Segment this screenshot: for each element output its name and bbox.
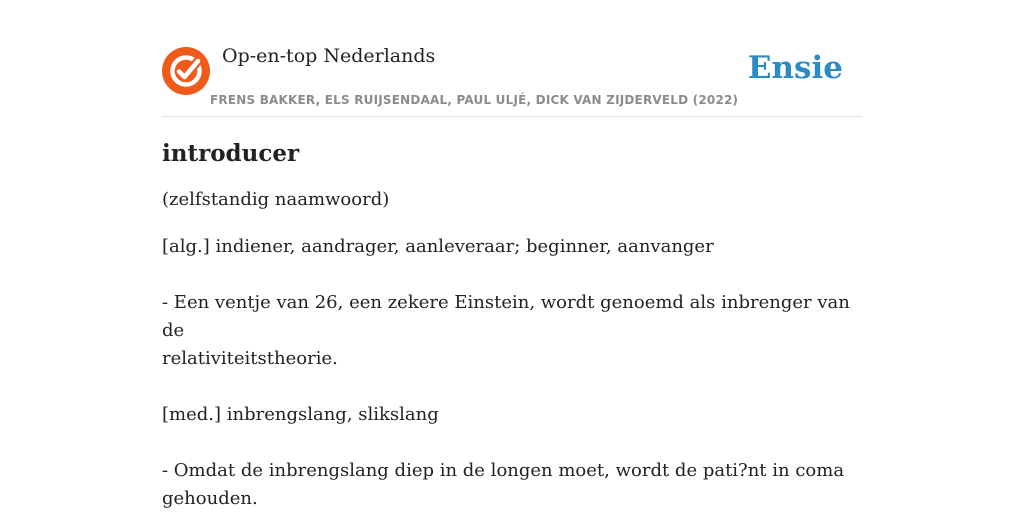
headword: introducer — [162, 140, 300, 167]
example-medical-line-1: - Omdat de inbrengslang diep in de longen moet, wordt de pati?nt in coma — [162, 460, 845, 481]
part-of-speech: (zelfstandig naamwoord) — [162, 189, 390, 210]
entry-body — [162, 138, 862, 513]
dictionary-entry-card — [162, 0, 862, 512]
sense-medical: [med.] inbrengslang, slikslang — [162, 404, 439, 425]
example-medical-line-2: gehouden. — [162, 488, 258, 509]
example-general-line-1: - Een ventje van 26, een zekere Einstein, wordt genoemd als inbrenger van de — [162, 292, 850, 341]
ensie-brand-link[interactable]: Ensie — [747, 50, 843, 86]
source-title[interactable]: Op-en-top Nederlands — [222, 45, 436, 67]
checkmark-icon — [162, 47, 210, 95]
entry-header — [162, 0, 862, 117]
source-logo — [162, 47, 210, 95]
source-authors: FRENS BAKKER, ELS RUIJSENDAAL, PAUL ULJÉ, DICK VAN ZIJDERVELD (2022) — [210, 93, 739, 107]
example-general-line-2: relativiteitstheorie. — [162, 348, 338, 369]
sense-general: [alg.] indiener, aandrager, aanleveraar; beginner, aanvanger — [162, 236, 714, 257]
